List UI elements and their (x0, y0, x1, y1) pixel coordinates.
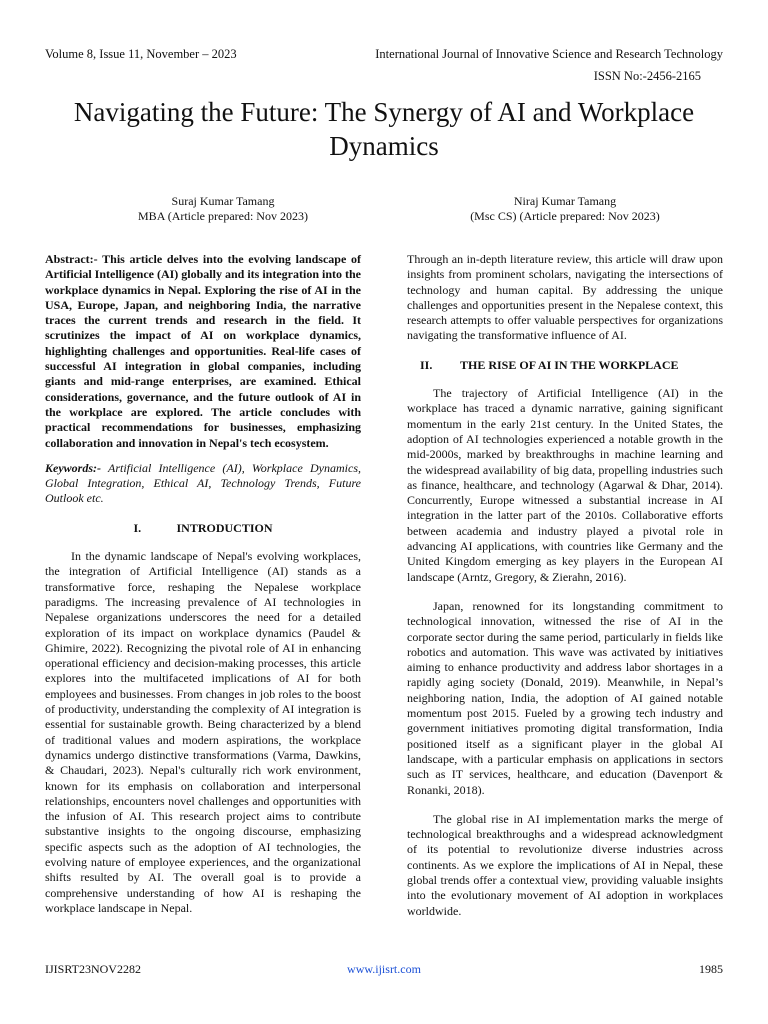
abstract-text: This article delves into the evolving landscape of Artificial Intelligence (AI) globally and its integration into the workplace dynamics in Nepal. Exploring the rise of AI in the USA, Europe, Japan, and neighboring India, the narrative traces the current trends and research in the field. It scrutinizes the impact of AI on workplace dynamics, highlighting challenges and opportunities. Real-life cases of successful AI integration in global companies, including giants and mid-range enterprises, are examined. Ethical considerations, governance, and the future outlook of AI in the workplace are explored. The article concludes with practical recommendations for businesses, emphasizing collaboration and innovation in Nepal's tech ecosystem. (45, 252, 361, 450)
rise-paragraph-1: The trajectory of Artificial Intelligence (AI) in the workplace has traced a dynamic narrative, gaining significant momentum in the early 21st century. In the United States, the adoption of AI technologies experienced a notable growth in the mid-2000s, marked by breakthroughs in machine learning and the widespread availability of big data, propelling industries such as finance, healthcare, and technology (Agarwal & Dhar, 2014). Concurrently, Europe witnessed a substantial increase in AI integration in the latter part of the 2010s. Collaborative efforts between academia and industry played a pivotal role in advancing AI applications, with countries like Germany and the United Kingdom emerging as key players in the European AI landscape (Arntz, Gregory, & Zierahn, 2016). (407, 386, 723, 584)
author-1 (60, 194, 386, 224)
paper-id: IJISRT23NOV2282 (45, 962, 141, 976)
author-2-name: Niraj Kumar Tamang (513, 194, 617, 208)
section-title: THE RISE OF AI IN THE WORKPLACE (460, 357, 679, 372)
journal-name: International Journal of Innovative Science and Research Technology (375, 47, 723, 61)
section-number: II. (420, 357, 433, 372)
author-2 (400, 194, 730, 224)
keywords-text: Artificial Intelligence (AI), Workplace Dynamics, Global Integration, Ethical AI, Technology Trends, Future Outlook etc. (45, 460, 361, 506)
volume-info: Volume 8, Issue 11, November – 2023 (45, 47, 237, 61)
rise-paragraph-2: Japan, renowned for its longstanding commitment to technological innovation, witnessed the rise of AI in the corporate sector during the same period, particularly in fields like robotics and automation. This wave was activated by initiatives aiming to enhance productivity and address labor shortages in a rapidly aging society (Donald, 2019). Meanwhile, in Nepal’s neighboring nation, India, the adoption of AI gained notable momentum post 2015. Fueled by a growing tech industry and government initiatives promoting digital transformation, India positioned itself as a significant player in the global AI landscape, with a particular emphasis on applications in sectors such as IT services, healthcare, and education (Davenport & Ronanki, 2018). (407, 598, 723, 797)
rise-paragraph-3: The global rise in AI implementation marks the merge of technological breakthroughs and a widespread acknowledgment of its potential to revolutionize diverse industries across continents. As we explore the implications of AI in Nepal, these global trends offer a contextual view, providing valuable insights into the evolutionary movement of AI adoption in workplaces worldwide. (407, 811, 723, 918)
section-heading-rise-of-ai (420, 358, 723, 373)
author-1-note: MBA (Article prepared: Nov 2023) (138, 209, 308, 223)
section-number: I. (133, 520, 142, 535)
author-2-note: (Msc CS) (Article prepared: Nov 2023) (470, 209, 660, 223)
left-column (45, 252, 361, 916)
paper-title: Navigating the Future: The Synergy of AI and Workplace Dynamics (73, 97, 695, 161)
section-title: INTRODUCTION (176, 520, 273, 535)
keywords (45, 461, 361, 507)
journal-website-link[interactable]: www.ijisrt.com (347, 962, 421, 976)
abstract-label: Abstract:- (45, 252, 98, 266)
right-column (407, 252, 723, 919)
keywords-label: Keywords:- (45, 460, 101, 475)
page-number: 1985 (699, 962, 723, 976)
intro-paragraph-2: Through an in-depth literature review, this article will draw upon insights from prominent scholars, navigating the intersections of technology and human capital. By addressing the unique challenges and opportunities present in the Nepalese context, this research attempts to offer valuable perspectives for organizations navigating the transformative influence of AI. (407, 252, 723, 343)
issn-number: ISSN No:-2456-2165 (593, 69, 701, 83)
section-heading-introduction (45, 521, 361, 536)
intro-paragraph-1: In the dynamic landscape of Nepal's evolving workplaces, the integration of Artificial Intelligence (AI) stands as a transformative force, reshaping the Nepalese workplace paradigms. The increasing prevalence of AI technologies in Nepalese organizations underscores the need for a detailed exploration of its impact on workplace dynamics (Paudel & Ghimire, 2022). Recognizing the pivotal role of AI in enhancing operational efficiency and decision-making processes, this article explores into the multifaceted implications of AI for both employees and businesses. From changes in job roles to the boost of productivity, understanding the complexity of AI integration is essential for sustainable growth. Being characterized by a blend of traditional values and modern aspirations, the workplace dynamics undergo distinctive transformations (Varma, Dawkins, & Chaudari, 2023). Nepal's culturally rich work environment, known for its emphasis on collaboration and interpersonal relationships, encounters novel challenges and opportunities with the infusion of AI. This research project aims to contribute substantive insights to the ongoing discourse, emphasizing specific aspects such as the adoption of AI technologies, the evolving nature of employee experiences, and the organizational shifts resulted by AI. The overall goal is to provide a comprehensive understanding of how AI is reshaping the workplace landscape in Nepal. (45, 549, 361, 915)
abstract (45, 252, 361, 451)
author-1-name: Suraj Kumar Tamang (171, 194, 275, 208)
